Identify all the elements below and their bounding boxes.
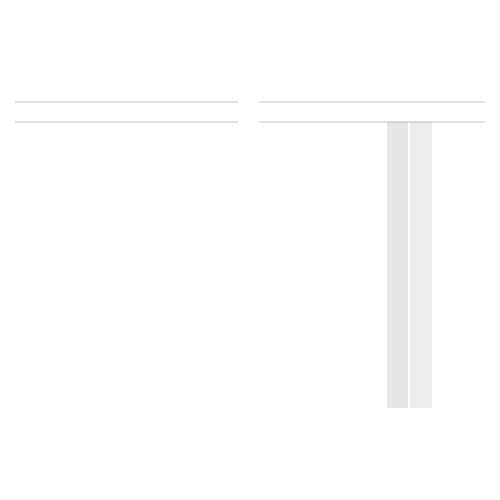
sonstige-betrag-shade <box>410 122 432 408</box>
right-page <box>259 102 485 408</box>
left-page <box>15 102 238 122</box>
kraftstoff-ltr-shade <box>387 122 399 408</box>
kraftstoff-betrag-shade <box>399 122 408 408</box>
